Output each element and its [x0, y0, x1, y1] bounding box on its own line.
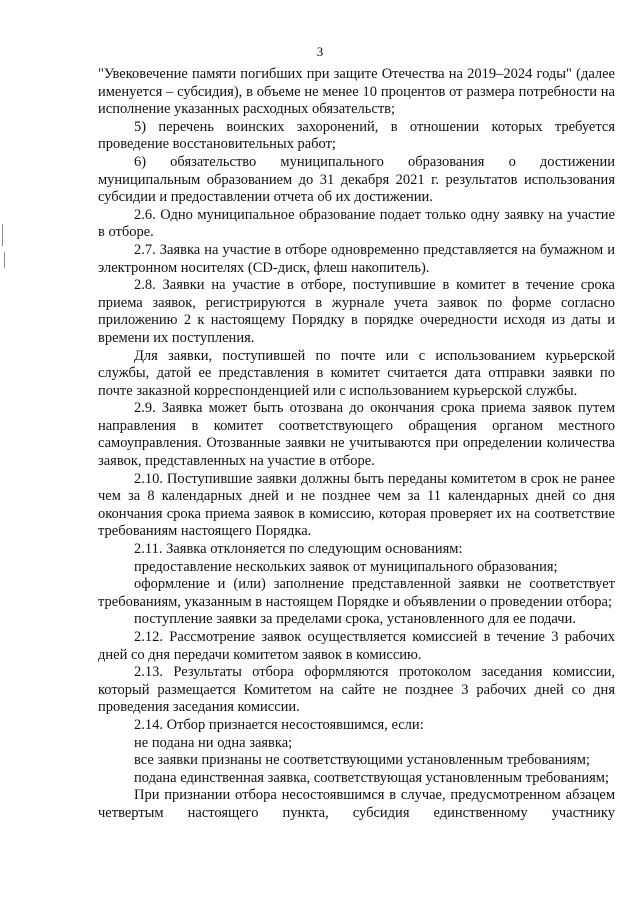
paragraph: не подана ни одна заявка;	[134, 734, 293, 751]
paragraph: 2.14. Отбор признается несостоявшимся, если:	[134, 716, 424, 733]
paragraph: все заявки признаны не соответствующими установленным требованиям;	[134, 752, 591, 769]
page-number: 3	[316, 44, 324, 59]
document-body	[98, 66, 615, 823]
paragraph: "Увековечение памяти погибших при защите Отечества на 2019–2024 годы" (далее именуется – субсидия), в объеме не менее 10 процентов от размера потребности на исполнение указанных расходных обязательств;	[98, 66, 615, 118]
paragraph: предоставление нескольких заявок от муниципального образования;	[134, 558, 558, 575]
paragraph: 2.12. Рассмотрение заявок осуществляется комиссией в течение 3 рабочих дней со дня передачи комитетом заявок в комиссию.	[98, 629, 615, 663]
paragraph: 2.11. Заявка отклоняется по следующим основаниям:	[134, 541, 463, 558]
paragraph: 5) перечень воинских захоронений, в отношении которых требуется проведение восстановительных работ;	[98, 118, 615, 153]
scan-margin-mark	[4, 252, 5, 268]
paragraph: 6) обязательство муниципального образования о достижении муниципальным образованием до 31 декабря 2021 г. результатов использования субсидии и предоставлении отчета об их достижении.	[98, 153, 615, 206]
paragraph: 2.7. Заявка на участие в отборе одновременно представляется на бумажном и электронном носителях (CD-диск, флеш накопитель).	[98, 241, 615, 276]
paragraph: При признании отбора несостоявшимся в случае, предусмотренном абзацем четвертым настоящего пункта, субсидия единственному участнику	[98, 787, 615, 821]
scan-margin-mark	[2, 224, 3, 246]
paragraph: 2.13. Результаты отбора оформляются протоколом заседания комиссии, который размещается Комитетом на сайте не позднее 3 рабочих дней со дня проведения заседания комиссии.	[98, 664, 615, 716]
paragraph: оформление и (или) заполнение представленной заявки не соответствует требованиям, указанным в настоящем Порядке и объявлении о проведении отбора;	[98, 576, 615, 610]
paragraph: 2.8. Заявки на участие в отборе, поступившие в комитет в течение срока приема заявок, регистрируются в журнале учета заявок по форме согласно приложению 2 к настоящему Порядку в порядке очередности исходя из даты и времени их поступления.	[98, 277, 615, 346]
paragraph: 2.6. Одно муниципальное образование подает только одну заявку на участие в отборе.	[98, 206, 615, 241]
paragraph: 2.9. Заявка может быть отозвана до окончания срока приема заявок путем направления в комитет соответствующего обращения органом местного самоуправления. Отозванные заявки не учитываются при определении количества заявок, представленных на участие в отборе.	[98, 400, 615, 470]
paragraph: Для заявки, поступившей по почте или с использованием курьерской службы, датой ее представления в комитет считается дата отправки заявки по почте заказной корреспонденцией или с использованием курьерской службы.	[98, 347, 615, 399]
paragraph: поступление заявки за пределами срока, установленного для ее подачи.	[134, 611, 576, 628]
paragraph: 2.10. Поступившие заявки должны быть переданы комитетом в срок не ранее чем за 8 календарных дней и не позднее чем за 11 календарных дней со дня окончания срока приема заявок в комиссию, которая проверяет их на соответствие требованиям настоящего Порядка.	[98, 470, 615, 540]
paragraph: подана единственная заявка, соответствующая установленным требованиям;	[134, 769, 610, 786]
